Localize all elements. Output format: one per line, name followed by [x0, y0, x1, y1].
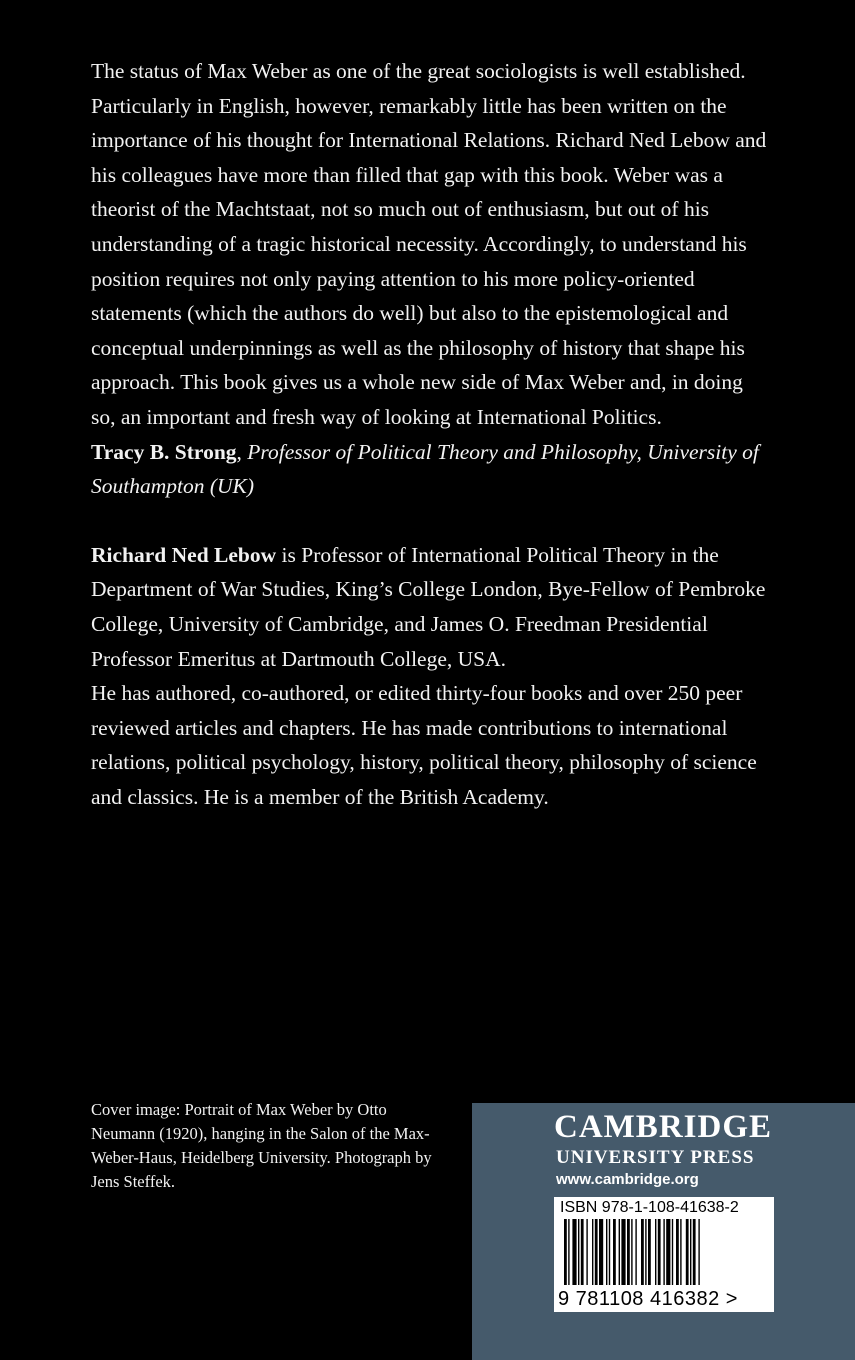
- barcode-digits: 9 781108 416382 >: [558, 1288, 738, 1310]
- barcode-icon: [558, 1219, 770, 1287]
- publisher-website: www.cambridge.org: [556, 1171, 699, 1188]
- review-quote: The status of Max Weber as one of the great sociologists is well established. Particularly in English, however, remarkably little has been written on the importance of his thought for International Relations. Richard Ned Lebow and his colleagues have more than filled that gap with this book. Weber was a theorist of the Machtstaat, not so much out of enthusiasm, but out of his understanding of a tragic historical necessity. Accordingly, to understand his position requires not only paying attention to his more policy-oriented statements (which the authors do well) but also to the epistemological and conceptual underpinnings as well as the philosophy of history that shape his approach. This book gives us a whole new side of Max Weber and, in doing so, an important and fresh way of looking at International Politics.: [91, 59, 767, 429]
- author-bio: [91, 538, 771, 676]
- cover-image-credit: Cover image: Portrait of Max Weber by Otto Neumann (1920), hanging in the Salon of the Max-Weber-Haus, Heidelberg University. Photograph by Jens Steffek.: [91, 1100, 432, 1191]
- reviewer-attribution: [91, 435, 771, 504]
- author-name: Richard Ned Lebow: [91, 542, 277, 567]
- reviewer-separator: ,: [236, 439, 248, 464]
- publisher-logo-press: UNIVERSITY PRESS: [556, 1147, 755, 1168]
- reviewer-title: Professor of Political Theory and Philosophy, University of Southampton (UK): [91, 439, 759, 499]
- back-cover-text: [91, 54, 771, 814]
- author-bio-text: is Professor of International Political Theory in the Department of War Studies, King’s College London, Bye-Fellow of Pembroke College, University of Cambridge, and James O. Freedman Presidential Professor Emeritus at Dartmouth College, USA.: [91, 542, 766, 671]
- publisher-logo-name: CAMBRIDGE: [554, 1109, 773, 1145]
- barcode-box: [554, 1197, 774, 1312]
- publisher-panel: [472, 1103, 855, 1360]
- reviewer-name: Tracy B. Strong: [91, 439, 237, 464]
- isbn-label: ISBN 978-1-108-41638-2: [560, 1199, 739, 1216]
- author-bio-publications: He has authored, co-authored, or edited thirty-four books and over 250 peer reviewed articles and chapters. He has made contributions to international relations, political psychology, history, political theory, philosophy of science and classics. He is a member of the British Academy.: [91, 681, 757, 809]
